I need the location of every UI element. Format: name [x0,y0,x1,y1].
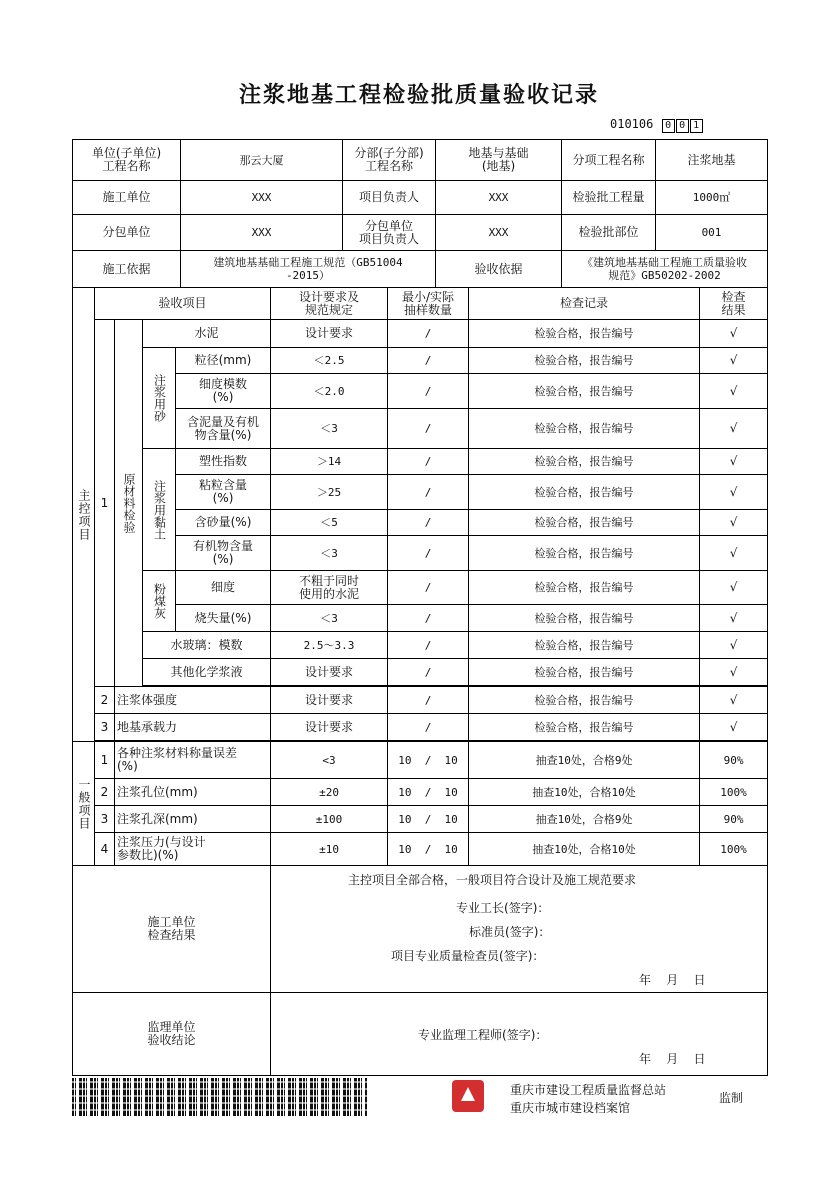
supervisor-check-cell [271,993,768,1076]
header-record: 检查记录 [469,288,700,320]
item-design: ＞25 [271,475,388,510]
subcontractor-label: 分包单位 [73,215,181,251]
item-record: 检验合格，报告编号 [469,374,700,409]
item-sample: 10 / 10 [388,779,469,806]
item-record: 检验合格，报告编号 [469,536,700,571]
item-design: ＜3 [271,605,388,632]
header-sample: 最小/实际 抽样数量 [388,288,469,320]
item-name: 注浆体强度 [115,687,271,714]
item-record: 检验合格，报告编号 [469,632,700,659]
item-result: √ [700,449,768,475]
raw-material-group: 原材料检验 [115,320,143,687]
part-value: 001 [656,215,768,251]
sub-label: 分部(子分部) 工程名称 [343,140,436,181]
main-items-group: 主控项目 [73,288,95,742]
item-name: 注浆孔深(mm) [115,806,271,833]
item-sample: / [388,449,469,475]
item-sample: / [388,687,469,714]
item-result: √ [700,510,768,536]
item-sample: / [388,571,469,605]
item-name: 含泥量及有机 物含量(%) [176,409,271,449]
item-design: ±100 [271,806,388,833]
item-result: √ [700,536,768,571]
item-design: ±20 [271,779,388,806]
qty-value: 1000㎡ [656,181,768,215]
item-sample: / [388,348,469,374]
contractor-label: 施工单位 [73,181,181,215]
contractor-date: 年 月 日 [639,973,706,987]
item-sample: / [388,374,469,409]
item-sample: / [388,605,469,632]
item-name: 水泥 [143,320,271,348]
contractor-check-label: 施工单位 检查结果 [73,866,271,993]
row-number: 2 [95,779,115,806]
clay-group: 注浆用黏土 [143,449,176,571]
item-name: 注浆孔位(mm) [115,779,271,806]
item-result: √ [700,714,768,741]
basis-label: 施工依据 [73,251,181,288]
item-result: √ [700,348,768,374]
contractor-check-cell [271,866,768,993]
item-design: ＜3 [271,536,388,571]
item-name: 细度模数 (%) [176,374,271,409]
item-sample: 10 / 10 [388,833,469,866]
item-design: ＜2.0 [271,374,388,409]
doc-number-prefix: 010106 [610,117,654,131]
agency-logo-icon [452,1080,484,1112]
supervisor-date: 年 月 日 [639,1052,706,1066]
header-design: 设计要求及 规范规定 [271,288,388,320]
item-record: 检验合格，报告编号 [469,571,700,605]
item-name: 粘粒含量 (%) [176,475,271,510]
part-label: 检验批部位 [562,215,656,251]
item-record: 检验合格，报告编号 [469,687,700,714]
item-record: 检验合格，报告编号 [469,348,700,374]
sub-manager-value: XXX [436,215,562,251]
row-number: 3 [95,714,115,741]
acceptance-basis-label: 验收依据 [436,251,562,288]
doc-number-box: 1 [690,119,703,133]
org-name-2: 重庆市城市建设档案馆 [510,1101,631,1115]
item-design: 设计要求 [271,714,388,741]
unit-value: 那云大厦 [181,140,343,181]
item-result: √ [700,605,768,632]
info-table [72,139,768,288]
item-sample: / [388,475,469,510]
manager-value: XXX [436,181,562,215]
item-value: 注浆地基 [656,140,768,181]
item-design: ＜3 [271,409,388,449]
item-result: √ [700,632,768,659]
item-sample: / [388,536,469,571]
doc-number [610,117,703,133]
quality-inspector-signature: 项目专业质量检查员(签字)： [391,949,545,963]
item-result: √ [700,320,768,348]
item-result: √ [700,409,768,449]
item-record: 检验合格，报告编号 [469,714,700,741]
standard-officer-signature: 标准员(签字)： [469,925,551,939]
item-record: 抽查10处，合格10处 [469,779,700,806]
item-record: 检验合格，报告编号 [469,320,700,348]
made-by: 监制 [719,1091,744,1105]
doc-number-box: 0 [676,119,689,133]
item-design: 设计要求 [271,687,388,714]
header-result: 检查 结果 [700,288,768,320]
item-sample: 10 / 10 [388,806,469,833]
item-name: 水玻璃：模数 [143,632,271,659]
item-result: 100% [700,833,768,866]
item-design: 设计要求 [271,659,388,686]
item-name: 其他化学浆液 [143,659,271,686]
item-name: 各种注浆材料称量误差 (%) [115,742,271,779]
item-design: ＜2.5 [271,348,388,374]
item-result: 100% [700,779,768,806]
subcontractor-value: XXX [181,215,343,251]
org-name-1: 重庆市建设工程质量监督总站 [510,1083,667,1097]
conclusion-text: 主控项目全部合格，一般项目符合设计及施工规范要求 [348,873,637,887]
item-result: √ [700,571,768,605]
item-record: 检验合格，报告编号 [469,510,700,536]
item-result: √ [700,659,768,686]
page-title: 注浆地基工程检验批质量验收记录 [238,83,599,108]
item-name: 细度 [176,571,271,605]
contractor-value: XXX [181,181,343,215]
qty-label: 检验批工程量 [562,181,656,215]
item-record: 检验合格，报告编号 [469,409,700,449]
header-item: 验收项目 [95,288,271,320]
supervisor-engineer-signature: 专业监理工程师(签字)： [418,1028,548,1042]
item-result: √ [700,687,768,714]
item-name: 塑性指数 [176,449,271,475]
inspection-table [72,287,768,1076]
row-number: 1 [95,320,115,687]
item-design: 设计要求 [271,320,388,348]
item-record: 检验合格，报告编号 [469,605,700,632]
item-result: √ [700,475,768,510]
item-sample: / [388,659,469,686]
item-record: 检验合格，报告编号 [469,659,700,686]
footer [72,1078,767,1118]
unit-label: 单位(子单位) 工程名称 [73,140,181,181]
sub-value: 地基与基础 (地基) [436,140,562,181]
item-name: 地基承载力 [115,714,271,741]
item-sample: / [388,409,469,449]
item-design: 2.5～3.3 [271,632,388,659]
item-sample: / [388,320,469,348]
item-design: ＞14 [271,449,388,475]
item-name: 注浆压力(与设计 参数比)(%) [115,833,271,866]
item-name: 有机物含量 (%) [176,536,271,571]
acceptance-basis-value: 《建筑地基基础工程施工质量验收 规范》GB50202-2002 [562,251,768,288]
foreman-signature: 专业工长(签字)： [456,901,550,915]
item-name: 含砂量(%) [176,510,271,536]
item-record: 抽查10处，合格9处 [469,742,700,779]
basis-value: 建筑地基基础工程施工规范（GB51004 -2015） [181,251,436,288]
item-sample: 10 / 10 [388,742,469,779]
general-items-group: 一般项目 [73,742,95,866]
item-name: 粒径(mm) [176,348,271,374]
item-sample: / [388,510,469,536]
item-label: 分项工程名称 [562,140,656,181]
item-design: 不粗于同时 使用的水泥 [271,571,388,605]
item-sample: / [388,632,469,659]
item-result: 90% [700,806,768,833]
supervisor-check-label: 监理单位 验收结论 [73,993,271,1076]
fly-ash-group: 粉煤灰 [143,571,176,632]
item-record: 抽查10处，合格10处 [469,833,700,866]
manager-label: 项目负责人 [343,181,436,215]
sub-manager-label: 分包单位 项目负责人 [343,215,436,251]
row-number: 3 [95,806,115,833]
item-result: √ [700,374,768,409]
item-design: <3 [271,742,388,779]
doc-number-box: 0 [662,119,675,133]
row-number: 4 [95,833,115,866]
item-sample: / [388,714,469,741]
row-number: 2 [95,687,115,714]
item-record: 检验合格，报告编号 [469,475,700,510]
item-name: 烧失量(%) [176,605,271,632]
item-result: 90% [700,742,768,779]
item-design: ±10 [271,833,388,866]
row-number: 1 [95,742,115,779]
item-record: 抽查10处，合格9处 [469,806,700,833]
item-record: 检验合格，报告编号 [469,449,700,475]
sand-group: 注浆用砂 [143,348,176,449]
item-design: ＜5 [271,510,388,536]
barcode [72,1078,367,1116]
